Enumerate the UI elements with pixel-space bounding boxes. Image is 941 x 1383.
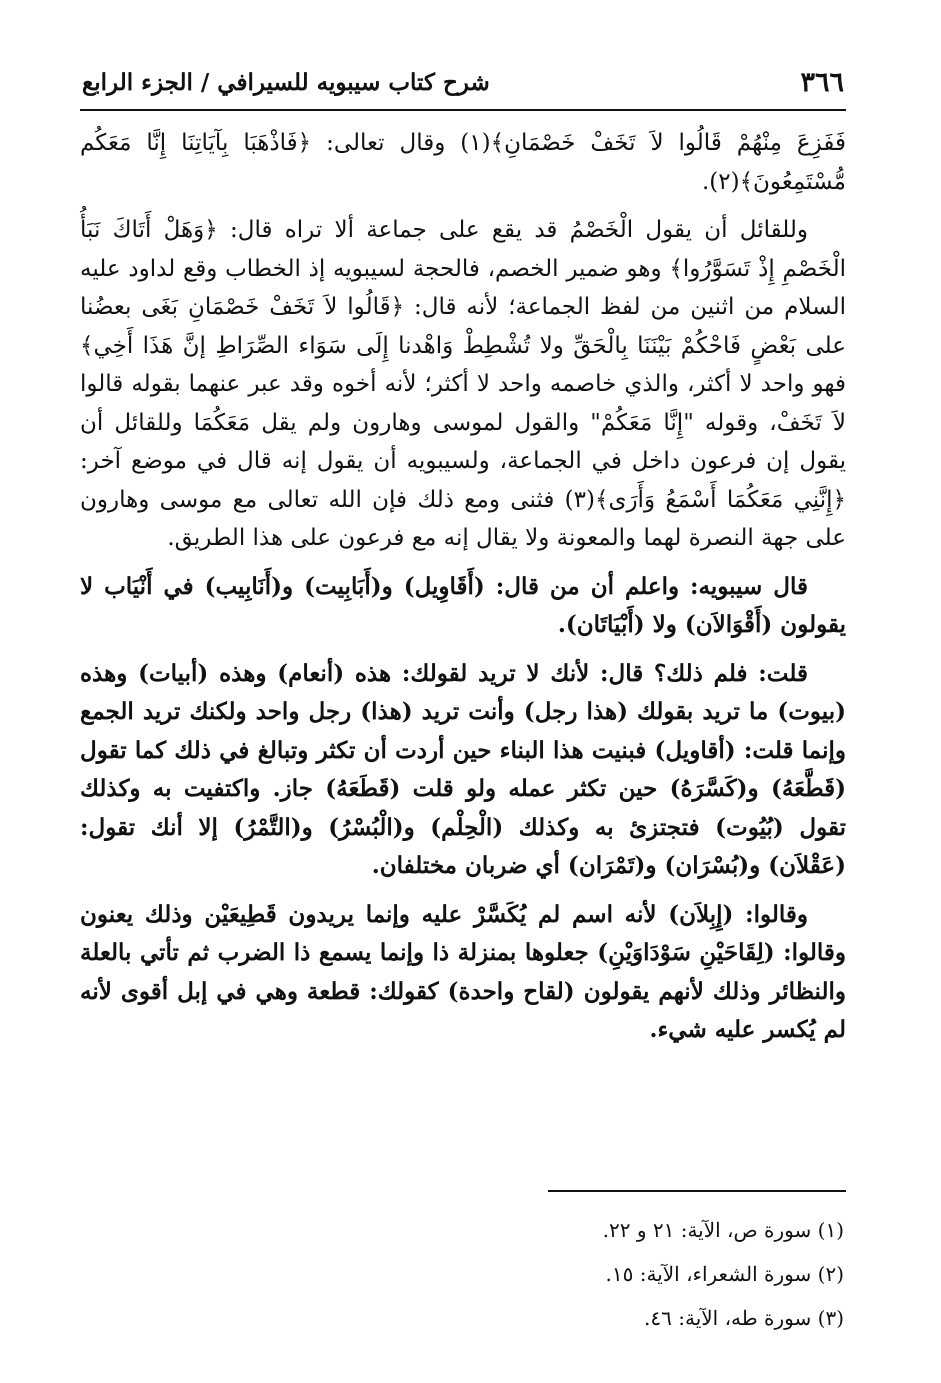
paragraph-sibawayh-quote: قال سيبويه: واعلم أن من قال: (أَقَاوِيل) و(أَبَابِيت) و(أَنَابِيب) في أَنْيَاب لا يقولون (أَقْوَالاَن) ولا (أَبْيَاتَان). [80,572,846,638]
paragraph-quran-continuation: فَفَزِعَ مِنْهُمْ قَالُوا لاَ تَخَفْ خَصْمَانِ﴾(١) وقال تعالى: ﴿فَاذْهَبَا بِآيَاتِنَا إِنَّا مَعَكُم مُّسْتَمِعُونَ﴾(٢). [80,130,846,195]
paragraph-ibilan: وقالوا: (إِبِلاَن) لأنه اسم لم يُكَسَّرْ عليه وإنما يريدون قَطِيعَيْن وذلك يعنون وقالوا: (لِقَاحَيْنِ سَوْدَاوَيْنِ) جعلوها بمنزلة ذا وإنما يسمع ذا الضرب ثم تأتي بالعلة والنظائر وذلك لأنهم يقولون (لقاح واحدة) كقولك: قطعة وهي في إبل أقوى لأنه لم يُكسر عليه شيء. [80,900,846,1043]
main-text [80,124,846,1060]
page-header [82,62,844,102]
footnote-rule [548,1190,846,1192]
footnote-2: (٢) سورة الشعراء، الآية: ١٥. [605,1262,844,1286]
paragraph-explanation: قلت: فلم ذلك؟ قال: لأنك لا تريد لقولك: هذه (أنعام) وهذه (أبيات) وهذه (بيوت) ما تريد بقولك (هذا رجل) وأنت تريد (هذا) رجل واحد ولكنك تريد الجمع وإنما قلت: (أقاويل) فبنيت هذا البناء حين أردت أن تكثر وتبالغ في ذلك كما تقول (قَطَّعَهُ) و(كَسَّرَهُ) حين تكثر عمله ولو قلت (قَطَعَهُ) جاز. واكتفيت به وكذلك تقول (بُيُوت) فتجتزئ به وكذلك (الْحِلْم) و(الْبُسْرُ) و(التَّمْرُ) إلا أنك تقول: (عَقْلاَن) و(بُسْرَان) و(تَمْرَان) أي ضربان مختلفان. [80,659,846,879]
paragraph-khasm-argument: وللقائل أن يقول الْخَصْمُ قد يقع على جماعة ألا تراه قال: ﴿وَهَلْ أَتَاكَ نَبَأُ الْخَصْمِ إِذْ تَسَوَّرُوا﴾ وهو ضمير الخصم، فالحجة لسيبويه إذ الخطاب وقع لداود عليه السلام من اثنين من لفظ الجماعة؛ لأنه قال: ﴿قَالُوا لاَ تَخَفْ خَصْمَانِ بَغَى بعضُنا على بَعْضٍ فَاحْكُمْ بَيْنَنَا بِالْحَقِّ ولا تُشْطِطْ وَاهْدنا إِلَى سَوَاء الصِّرَاطِ إنَّ هَذَا أَخِي﴾ فهو واحد لا أكثر، والذي خاصمه واحد لا أكثر؛ لأنه أخوه وقد عبر عنهما بقوله قالوا لاَ تَخَفْ، وقوله "إِنَّا مَعَكُمْ" والقول لموسى وهارون ولم يقل مَعَكُمَا وللقائل أن يقول إن فرعون داخل في الجماعة، ولسيبويه أن يقول إنه قال في موضع آخر: ﴿إِنَّنِي مَعَكُمَا أَسْمَعُ وَأَرَى﴾(٣) فثنى ومع ذلك فإن الله تعالى مع موسى وهارون على جهة النصرة لهما والمعونة ولا يقال إنه مع فرعون على هذا الطريق. [80,217,847,551]
footnotes [80,1208,846,1340]
header-rule [80,109,846,111]
running-title: شرح كتاب سيبويه للسيرافي / الجزء الرابع [82,68,490,96]
page-number: ٣٦٦ [800,66,844,98]
footnote-3: (٣) سورة طه، الآية: ٤٦. [644,1306,844,1330]
footnote-1: (١) سورة ص، الآية: ٢١ و ٢٢. [602,1218,844,1242]
